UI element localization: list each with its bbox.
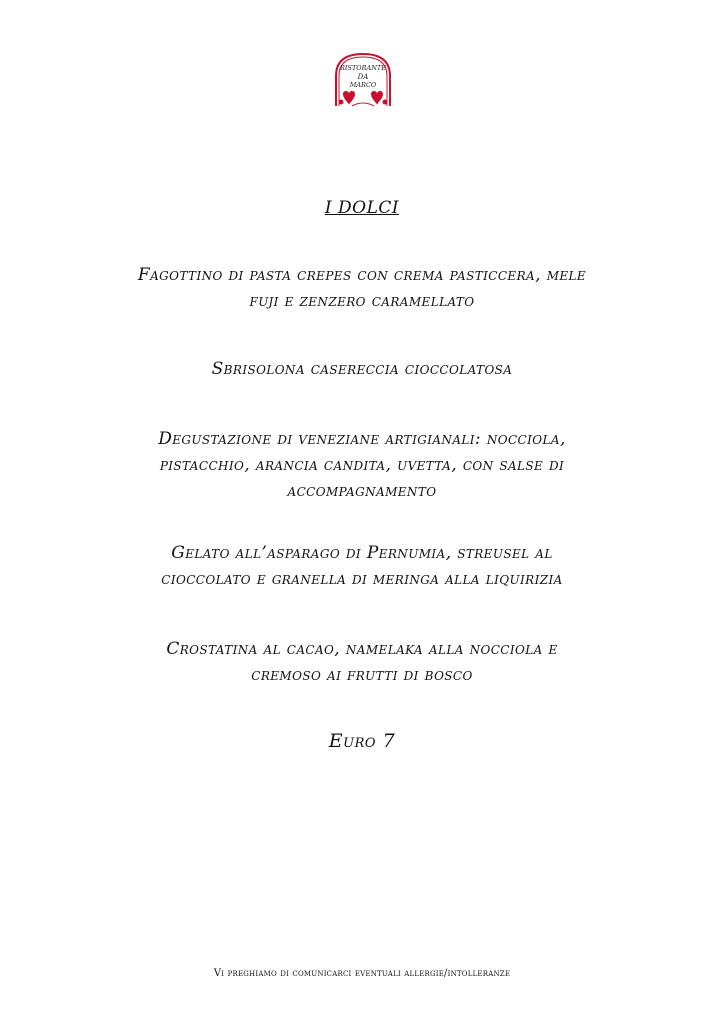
right-heart-icon [371, 91, 383, 105]
dish-line: Gelato all’asparago di Pernumia, streusel al [171, 543, 553, 563]
menu-price: Euro 7 [328, 730, 396, 752]
dish-item [60, 356, 664, 382]
left-heart-icon [343, 91, 355, 105]
dish-item [60, 262, 664, 314]
dish-line: Crostatina al cacao, namelaka alla nocciola e [166, 639, 558, 659]
restaurant-logo [328, 50, 398, 112]
dish-line: accompagnamento [287, 481, 437, 501]
dish-line: Fagottino di pasta crepes con crema pasticcera, mele [137, 265, 587, 285]
logo-text-line1: RISTORANTE [340, 64, 386, 72]
logo-text-line3: MARCO [349, 81, 377, 89]
logo-emblem [328, 50, 398, 112]
dish-item [60, 636, 664, 688]
allergy-note: Vi preghiamo di comunicarci eventuali allergie/intolleranze [213, 968, 511, 979]
dish-line: Sbrisolona casereccia cioccolatosa [211, 359, 513, 379]
dish-line: Degustazione di veneziane artigianali: nocciola, [158, 429, 566, 449]
logo-text-line2: DA [357, 73, 369, 81]
dish-item [60, 426, 664, 504]
dish-line: cioccolato e granella di meringa alla liquirizia [161, 569, 563, 589]
dish-line: fuji e zenzero caramellato [249, 291, 475, 311]
dish-line: pistacchio, arancia candita, uvetta, con salse di [159, 455, 565, 475]
dish-item [60, 540, 664, 592]
menu-title: I DOLCI [324, 198, 400, 218]
dish-line: cremoso ai frutti di bosco [251, 665, 473, 685]
